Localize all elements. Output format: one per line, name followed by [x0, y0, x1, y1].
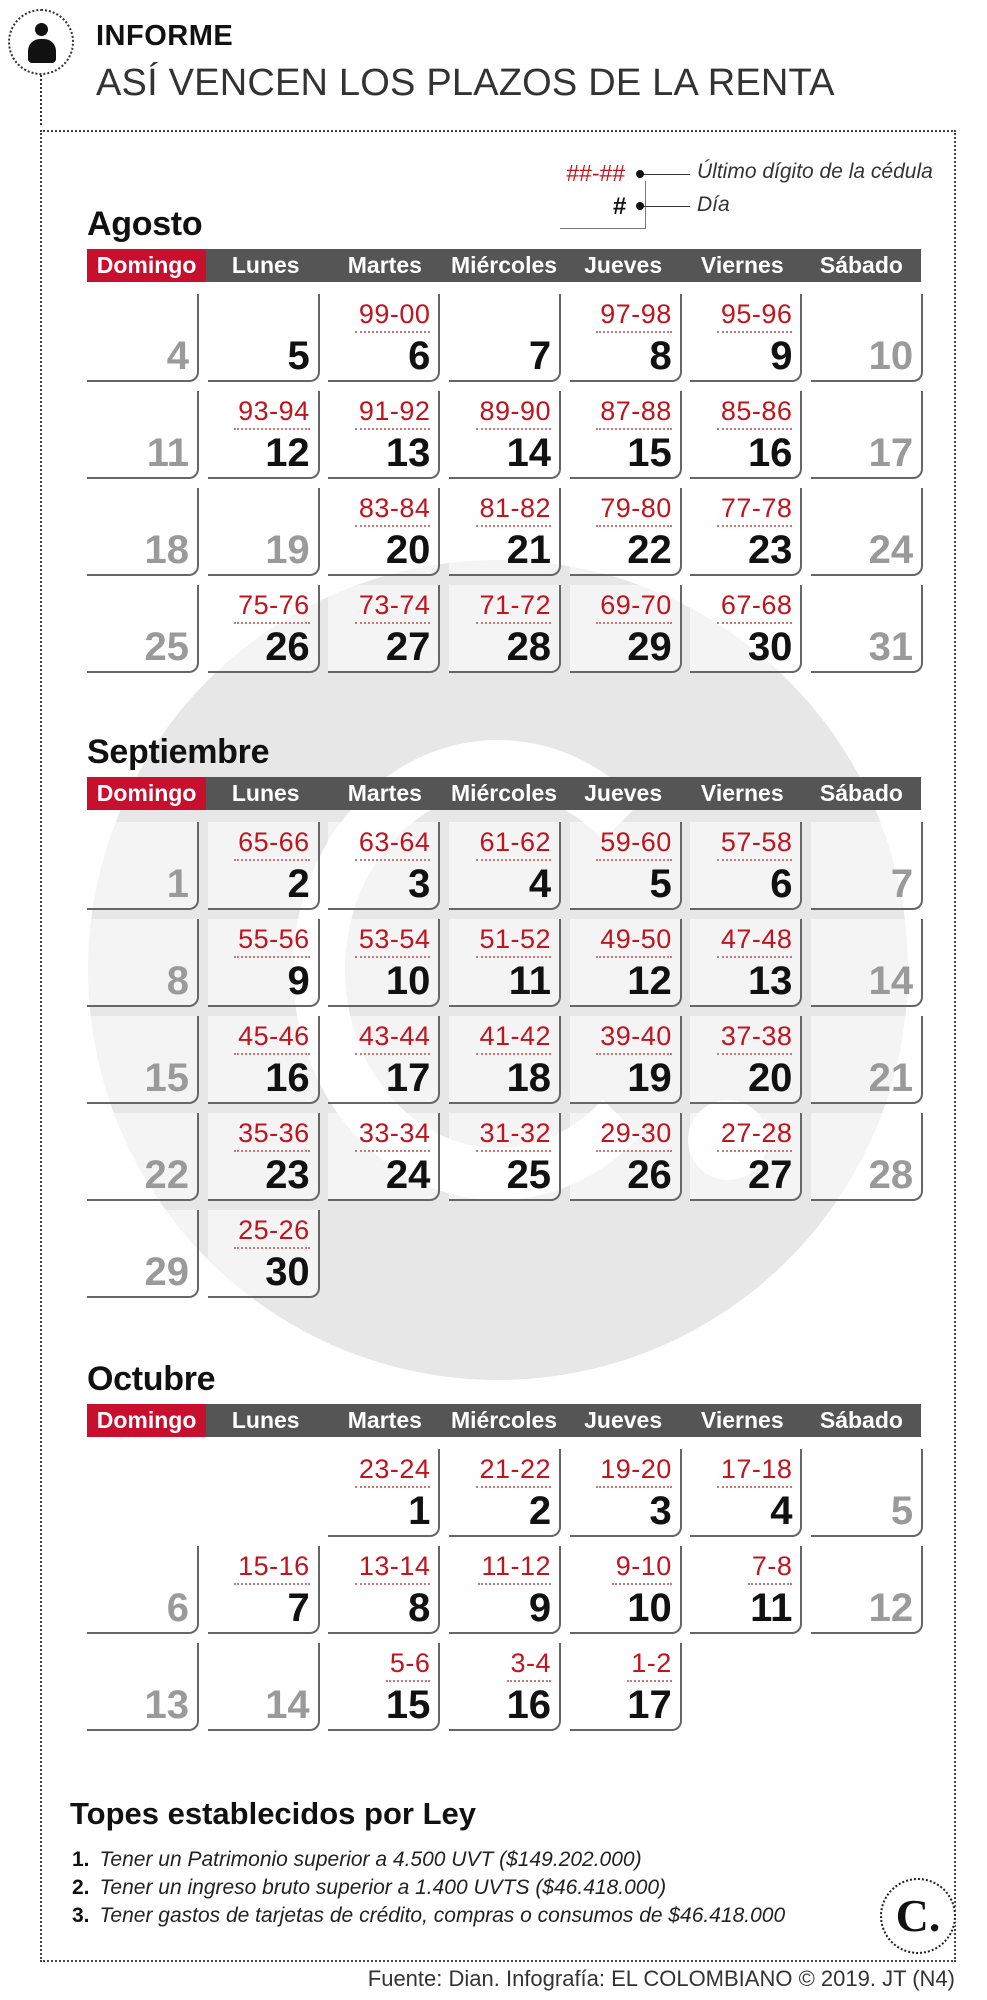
el-colombiano-logo: C.	[880, 1878, 956, 1954]
weekday-label: Lunes	[231, 780, 300, 806]
day-cell	[449, 1546, 561, 1634]
topes-title: Topes establecidos por Ley	[70, 1796, 476, 1831]
id-digit-range: 29-30	[596, 1117, 672, 1152]
day-number: 10	[868, 334, 914, 378]
source-credit: Fuente: Dian. Infografía: EL COLOMBIANO © 2019. JT (N4)	[367, 1966, 955, 1991]
day-number: 17	[627, 1683, 672, 1727]
id-digit-range: 95-96	[717, 298, 793, 333]
id-digit-range: 45-46	[234, 1020, 310, 1055]
day-cell	[328, 488, 440, 576]
weekday-label: Viernes	[700, 252, 784, 278]
id-digit-range: 83-84	[355, 492, 431, 527]
id-digit-range: 67-68	[717, 589, 793, 624]
id-digit-range: 59-60	[596, 826, 672, 861]
weekday-label: Martes	[347, 252, 422, 278]
day-number: 7	[528, 334, 552, 378]
id-digit-range: 5-6	[386, 1647, 431, 1682]
day-cell	[570, 1016, 682, 1104]
day-cell	[811, 1546, 923, 1634]
day-number: 22	[144, 1153, 189, 1197]
weekday-label: Miércoles	[450, 780, 558, 806]
day-number: 11	[146, 431, 189, 475]
day-number: 8	[408, 1586, 431, 1630]
day-cell	[328, 1643, 440, 1731]
day-cell	[690, 1016, 802, 1104]
id-digit-range: 53-54	[355, 923, 431, 958]
legend-day-sample: #	[613, 193, 627, 220]
month-grid	[87, 294, 921, 673]
weekday-label: Martes	[347, 1407, 422, 1433]
day-number: 18	[144, 528, 189, 572]
day-number: 11	[750, 1586, 793, 1630]
day-number: 19	[627, 1056, 672, 1100]
day-number: 14	[506, 431, 552, 475]
day-number: 24	[868, 528, 914, 572]
day-number: 8	[649, 334, 672, 378]
day-number: 21	[868, 1056, 914, 1100]
day-number: 20	[385, 528, 431, 572]
day-cell	[811, 1016, 923, 1104]
day-cell	[208, 585, 320, 673]
day-number: 14	[868, 959, 914, 1003]
day-cell	[208, 1016, 320, 1104]
day-cell	[449, 585, 561, 673]
id-digit-range: 89-90	[476, 395, 552, 430]
list-item: 2. Tener un ingreso bruto superior a 1.400 UVTS ($46.418.000)	[72, 1876, 667, 1899]
month-agosto	[87, 205, 921, 673]
weekday-label: Sábado	[819, 1407, 903, 1433]
person-icon	[8, 9, 74, 75]
day-cell	[449, 1113, 561, 1201]
day-number: 5	[649, 862, 672, 906]
id-digit-range: 65-66	[234, 826, 310, 861]
day-number: 26	[265, 625, 310, 669]
id-digit-range: 63-64	[355, 826, 431, 861]
day-cell	[690, 488, 802, 576]
day-cell	[328, 585, 440, 673]
day-cell	[690, 585, 802, 673]
weekday-label: Viernes	[700, 780, 784, 806]
day-cell	[690, 294, 802, 382]
id-digit-range: 73-74	[355, 589, 431, 624]
id-digit-range: 41-42	[476, 1020, 552, 1055]
day-number: 25	[506, 1153, 552, 1197]
month-title: Octubre	[87, 1360, 216, 1398]
day-cell	[811, 822, 923, 910]
day-number: 23	[747, 528, 793, 572]
day-cell	[811, 488, 923, 576]
id-digit-range: 61-62	[476, 826, 552, 861]
day-number: 3	[408, 862, 431, 906]
day-number: 6	[166, 1586, 189, 1630]
day-number: 19	[265, 528, 310, 572]
weekday-header	[87, 249, 921, 282]
day-cell	[570, 391, 682, 479]
day-number: 6	[770, 862, 793, 906]
day-cell	[87, 1643, 199, 1731]
day-cell	[328, 1113, 440, 1201]
id-digit-range: 71-72	[476, 589, 552, 624]
day-cell	[208, 488, 320, 576]
day-number: 15	[627, 431, 672, 475]
id-digit-range: 75-76	[234, 589, 310, 624]
day-cell	[811, 919, 923, 1007]
id-digit-range: 19-20	[596, 1453, 672, 1488]
day-number: 4	[166, 334, 189, 378]
day-cell	[690, 919, 802, 1007]
weekday-label: Jueves	[584, 1407, 663, 1433]
day-number: 1	[166, 862, 189, 906]
day-number: 14	[265, 1683, 310, 1727]
id-digit-range: 33-34	[355, 1117, 431, 1152]
day-cell	[87, 1210, 199, 1298]
day-cell	[570, 585, 682, 673]
day-number: 30	[747, 625, 793, 669]
weekday-label: Jueves	[584, 780, 663, 806]
list-item: 3. Tener gastos de tarjetas de crédito, compras o consumos de $46.418.000	[72, 1904, 786, 1927]
day-cell	[87, 1546, 199, 1634]
id-digit-range: 23-24	[355, 1453, 431, 1488]
legend-dot-icon	[636, 170, 644, 178]
id-digit-range: 77-78	[717, 492, 793, 527]
id-digit-range: 17-18	[717, 1453, 793, 1488]
list-item: 1. Tener un Patrimonio superior a 4.500 UVT ($149.202.000)	[72, 1848, 642, 1871]
day-cell	[208, 1210, 320, 1298]
day-number: 10	[627, 1586, 672, 1630]
day-number: 18	[506, 1056, 552, 1100]
weekday-label: Lunes	[231, 1407, 300, 1433]
day-cell	[811, 1113, 923, 1201]
day-cell	[449, 1643, 561, 1731]
page-title: ASÍ VENCEN LOS PLAZOS DE LA RENTA	[96, 62, 835, 104]
day-cell	[570, 1113, 682, 1201]
day-number: 4	[770, 1489, 793, 1533]
day-cell	[570, 1643, 682, 1731]
id-digit-range: 35-36	[234, 1117, 310, 1152]
id-digit-range: 87-88	[596, 395, 672, 430]
day-cell	[690, 391, 802, 479]
weekday-header	[87, 1404, 921, 1437]
day-number: 2	[528, 1489, 552, 1533]
day-cell	[449, 294, 561, 382]
month-grid	[87, 822, 921, 1298]
day-number: 16	[747, 431, 793, 475]
month-octubre	[87, 1360, 921, 1731]
day-cell	[570, 919, 682, 1007]
day-cell	[87, 822, 199, 910]
month-title: Agosto	[87, 205, 203, 243]
day-number: 12	[265, 431, 310, 475]
divider	[40, 75, 42, 125]
id-digit-range: 81-82	[476, 492, 552, 527]
day-cell	[811, 1449, 923, 1537]
day-cell	[811, 294, 923, 382]
day-cell	[208, 1643, 320, 1731]
day-cell	[811, 391, 923, 479]
id-digit-range: 7-8	[748, 1550, 793, 1585]
day-number: 9	[287, 959, 310, 1003]
day-number: 3	[649, 1489, 672, 1533]
legend-day-label: Día	[697, 193, 730, 216]
legend-code-sample: ##-##	[566, 160, 625, 186]
day-cell	[328, 1546, 440, 1634]
day-number: 6	[408, 334, 431, 378]
day-number: 1	[408, 1489, 431, 1533]
day-number: 31	[868, 625, 914, 669]
weekday-label: Domingo	[87, 249, 206, 282]
day-number: 2	[287, 862, 310, 906]
day-number: 27	[385, 625, 431, 669]
day-cell	[570, 488, 682, 576]
weekday-label: Jueves	[584, 252, 663, 278]
day-number: 27	[747, 1153, 793, 1197]
weekday-label: Domingo	[87, 1404, 206, 1437]
id-digit-range: 43-44	[355, 1020, 431, 1055]
day-cell	[570, 294, 682, 382]
day-cell	[208, 391, 320, 479]
id-digit-range: 47-48	[717, 923, 793, 958]
id-digit-range: 39-40	[596, 1020, 672, 1055]
day-cell	[690, 1546, 802, 1634]
day-number: 5	[890, 1489, 914, 1533]
day-number: 15	[385, 1683, 431, 1727]
day-number: 7	[890, 862, 914, 906]
day-cell	[208, 294, 320, 382]
day-cell	[690, 822, 802, 910]
day-number: 12	[868, 1586, 914, 1630]
day-cell	[570, 1546, 682, 1634]
id-digit-range: 85-86	[717, 395, 793, 430]
day-number: 13	[144, 1683, 189, 1727]
id-digit-range: 97-98	[596, 298, 672, 333]
day-number: 15	[144, 1056, 189, 1100]
id-digit-range: 27-28	[717, 1117, 793, 1152]
id-digit-range: 21-22	[476, 1453, 552, 1488]
month-title: Septiembre	[87, 733, 270, 771]
weekday-label: Sábado	[819, 252, 903, 278]
day-number: 17	[385, 1056, 431, 1100]
day-number: 5	[287, 334, 310, 378]
id-digit-range: 37-38	[717, 1020, 793, 1055]
day-cell	[449, 391, 561, 479]
day-number: 21	[506, 528, 552, 572]
day-number: 29	[144, 1250, 189, 1294]
day-number: 26	[627, 1153, 672, 1197]
day-number: 16	[265, 1056, 310, 1100]
day-cell	[87, 391, 199, 479]
day-cell	[449, 1016, 561, 1104]
weekday-label: Miércoles	[450, 252, 558, 278]
id-digit-range: 57-58	[717, 826, 793, 861]
legend-code-label: Último dígito de la cédula	[697, 160, 933, 183]
day-cell	[449, 1449, 561, 1537]
day-cell	[87, 585, 199, 673]
day-number: 28	[868, 1153, 914, 1197]
weekday-label: Sábado	[819, 780, 903, 806]
section-kicker: INFORME	[96, 20, 234, 52]
id-digit-range: 69-70	[596, 589, 672, 624]
day-cell	[208, 1546, 320, 1634]
id-digit-range: 99-00	[355, 298, 431, 333]
day-number: 11	[508, 959, 552, 1003]
day-number: 23	[265, 1153, 310, 1197]
day-number: 13	[385, 431, 431, 475]
day-cell	[449, 822, 561, 910]
day-number: 8	[166, 959, 189, 1003]
day-cell	[449, 488, 561, 576]
id-digit-range: 13-14	[355, 1550, 431, 1585]
id-digit-range: 25-26	[234, 1214, 310, 1249]
day-cell	[87, 1016, 199, 1104]
weekday-label: Miércoles	[450, 1407, 558, 1433]
month-septiembre	[87, 733, 921, 1298]
id-digit-range: 9-10	[612, 1550, 672, 1585]
day-cell	[328, 822, 440, 910]
day-number: 16	[506, 1683, 552, 1727]
day-cell	[87, 488, 199, 576]
id-digit-range: 11-12	[478, 1550, 552, 1585]
id-digit-range: 91-92	[355, 395, 431, 430]
day-number: 17	[868, 431, 914, 475]
topes-list	[72, 1846, 785, 1930]
day-number: 22	[627, 528, 672, 572]
id-digit-range: 1-2	[627, 1647, 672, 1682]
day-cell	[87, 294, 199, 382]
day-cell	[690, 1449, 802, 1537]
day-cell	[328, 1449, 440, 1537]
day-number: 4	[528, 862, 552, 906]
day-number: 24	[385, 1153, 431, 1197]
id-digit-range: 31-32	[476, 1117, 552, 1152]
day-cell	[328, 294, 440, 382]
id-digit-range: 3-4	[507, 1647, 552, 1682]
id-digit-range: 15-16	[234, 1550, 310, 1585]
weekday-header	[87, 777, 921, 810]
id-digit-range: 79-80	[596, 492, 672, 527]
id-digit-range: 51-52	[476, 923, 552, 958]
day-cell	[570, 822, 682, 910]
weekday-label: Domingo	[87, 777, 206, 810]
day-number: 28	[506, 625, 552, 669]
day-cell	[690, 1113, 802, 1201]
weekday-label: Viernes	[700, 1407, 784, 1433]
id-digit-range: 93-94	[234, 395, 310, 430]
day-number: 30	[265, 1250, 310, 1294]
day-cell	[328, 391, 440, 479]
day-number: 9	[528, 1586, 552, 1630]
day-cell	[87, 1113, 199, 1201]
day-cell	[449, 919, 561, 1007]
id-digit-range: 55-56	[234, 923, 310, 958]
day-number: 20	[747, 1056, 793, 1100]
weekday-label: Lunes	[231, 252, 300, 278]
day-number: 29	[627, 625, 672, 669]
month-grid	[87, 1449, 921, 1731]
day-number: 12	[627, 959, 672, 1003]
day-cell	[328, 1016, 440, 1104]
day-cell	[811, 585, 923, 673]
day-cell	[87, 919, 199, 1007]
day-cell	[328, 919, 440, 1007]
day-number: 13	[747, 959, 793, 1003]
day-number: 9	[770, 334, 793, 378]
day-number: 7	[287, 1586, 310, 1630]
day-cell	[208, 919, 320, 1007]
day-cell	[570, 1449, 682, 1537]
day-cell	[208, 1113, 320, 1201]
day-number: 10	[385, 959, 431, 1003]
id-digit-range: 49-50	[596, 923, 672, 958]
weekday-label: Martes	[347, 780, 422, 806]
day-number: 25	[144, 625, 189, 669]
day-cell	[208, 822, 320, 910]
